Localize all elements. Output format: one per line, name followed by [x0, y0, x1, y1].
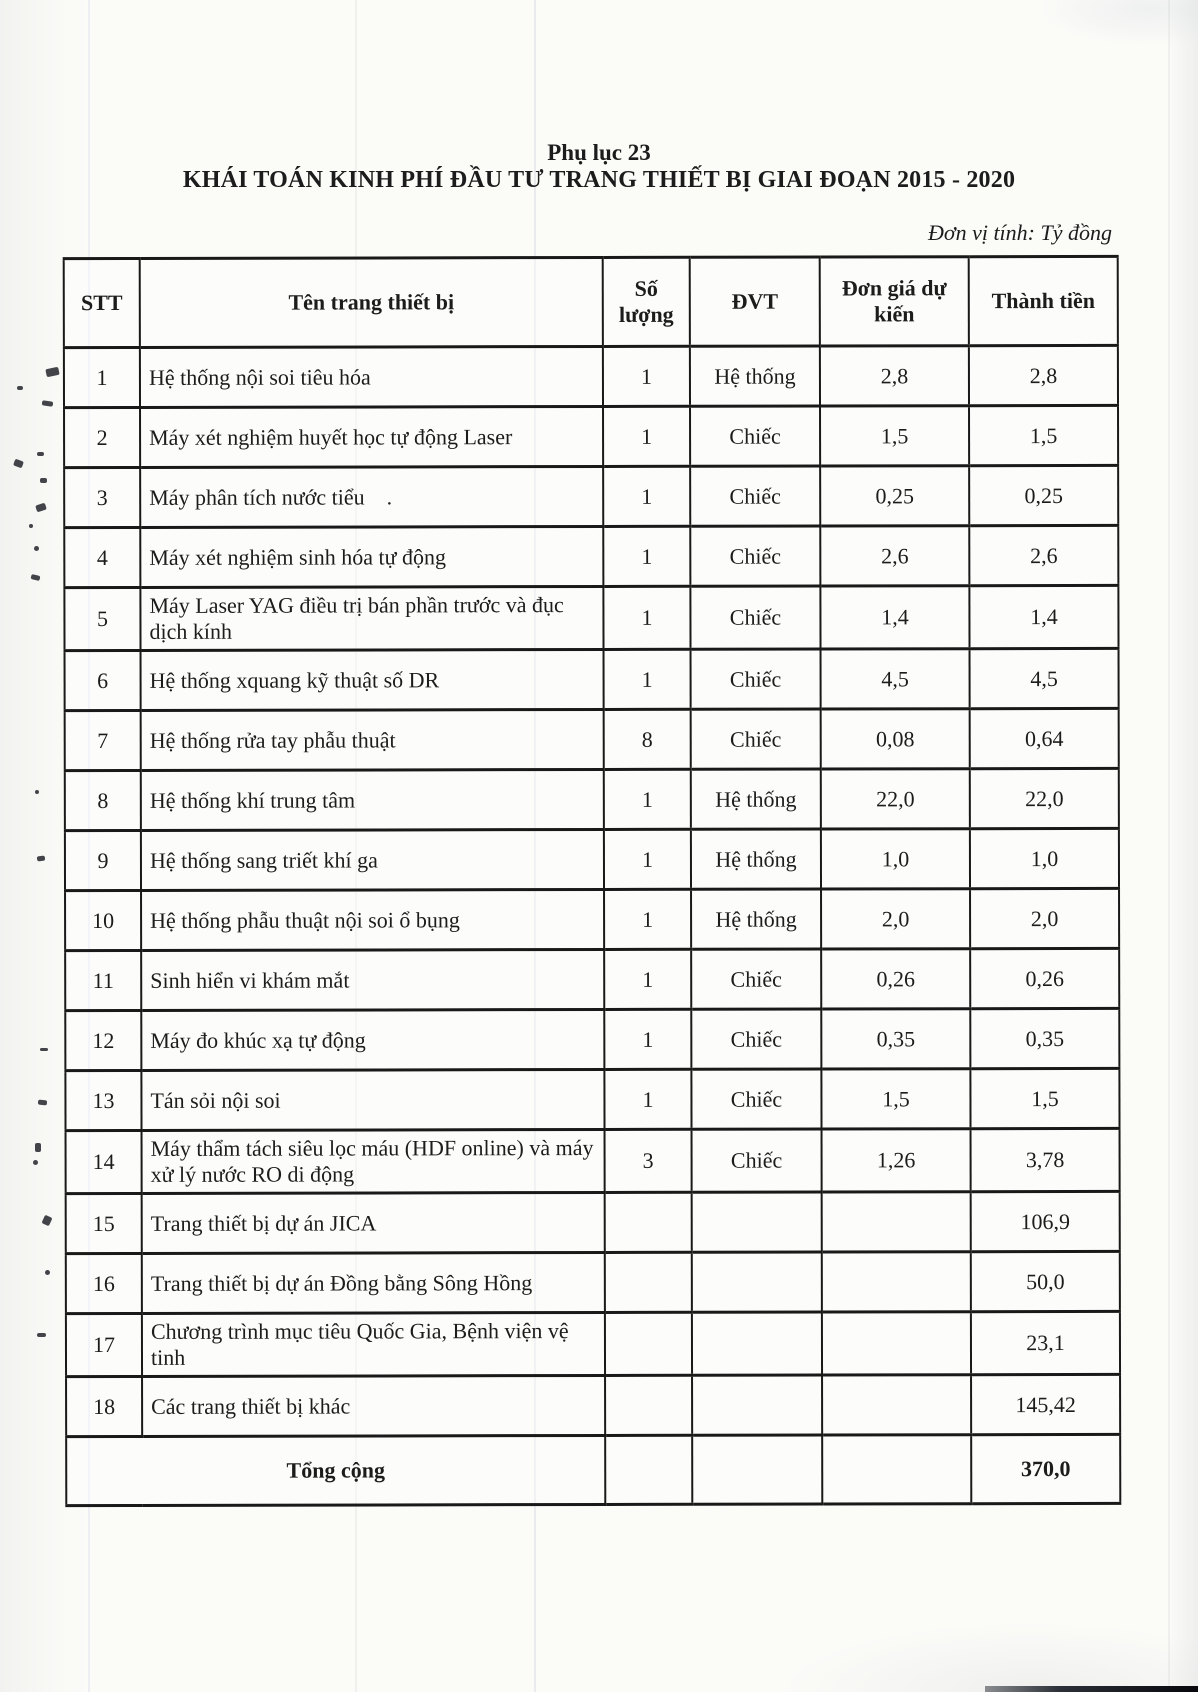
table-row [65, 1008, 1119, 1070]
cell-quantity: 1 [604, 949, 691, 1009]
table-row [65, 648, 1119, 710]
table-row [65, 768, 1119, 830]
cell-stt: 12 [65, 1010, 141, 1070]
table-header [64, 256, 1118, 347]
cell-stt: 17 [66, 1313, 142, 1376]
cell-quantity: 8 [604, 709, 691, 769]
equipment-table [63, 255, 1122, 1507]
cell-quantity: 1 [603, 526, 690, 586]
cell-name: Sinh hiển vi khám mắt [141, 949, 604, 1010]
cell-stt: 6 [65, 650, 141, 710]
cell-unit-price: 0,26 [821, 949, 970, 1009]
cell-stt: 13 [65, 1070, 141, 1130]
cell-stt: 2 [64, 407, 140, 467]
table-row [66, 1191, 1120, 1253]
cell-stt: 15 [66, 1193, 142, 1253]
cell-unit-price [822, 1252, 971, 1312]
cell-quantity: 1 [603, 466, 690, 526]
cell-unit: Chiếc [691, 709, 821, 769]
cell-quantity [605, 1375, 692, 1435]
cell-unit-price: 1,5 [821, 1069, 970, 1129]
cell-quantity: 1 [603, 586, 690, 649]
cell-name: Máy xét nghiệm sinh hóa tự động [140, 526, 603, 587]
cell-quantity: 1 [604, 1009, 691, 1069]
table-row [64, 525, 1118, 587]
cell-unit: Chiếc [690, 406, 820, 466]
cell-quantity: 1 [604, 829, 691, 889]
cell-name: Máy thẩm tách siêu lọc máu (HDF online) và máy xử lý nước RO di động [142, 1129, 605, 1193]
cell-stt: 16 [66, 1253, 142, 1313]
cell-quantity [605, 1192, 692, 1252]
header-name: Tên trang thiết bị [140, 257, 603, 347]
table-row [64, 405, 1118, 467]
page-title: KHÁI TOÁN KINH PHÍ ĐẦU TƯ TRANG THIẾT BỊ GIAI ĐOẠN 2015 - 2020 [182, 167, 1016, 193]
cell-stt: 8 [65, 770, 141, 830]
unit-note: Đơn vị tính: Tỷ đồng [927, 220, 1112, 245]
cell-name: Tán sỏi nội soi [141, 1069, 604, 1130]
cell-name: Máy Laser YAG điều trị bán phần trước và đục dịch kính [140, 586, 603, 650]
cell-total: 2,6 [969, 525, 1118, 585]
table-row [66, 1311, 1120, 1376]
header-total: Thành tiền [969, 256, 1118, 345]
cell-unit-price: 2,0 [821, 889, 970, 949]
cell-unit-price [822, 1312, 971, 1375]
cell-stt: 1 [64, 347, 140, 407]
scan-blotch [1038, 0, 1198, 46]
total-unit-price [822, 1435, 971, 1504]
table-row [65, 948, 1119, 1010]
cell-total: 0,64 [970, 708, 1119, 768]
total-row [66, 1434, 1120, 1505]
cell-stt: 5 [64, 587, 140, 650]
cell-unit-price: 1,5 [820, 406, 969, 466]
cell-unit: Chiếc [690, 466, 820, 526]
cell-stt: 7 [65, 710, 141, 770]
cell-quantity: 1 [604, 649, 691, 709]
cell-name: Các trang thiết bị khác [142, 1375, 605, 1436]
cell-stt: 10 [65, 890, 141, 950]
cell-stt: 4 [64, 527, 140, 587]
cell-total: 1,0 [970, 828, 1119, 888]
cell-unit: Chiếc [690, 586, 820, 649]
cell-total: 2,8 [969, 345, 1118, 405]
cell-total: 1,5 [969, 405, 1118, 465]
cell-total: 2,0 [970, 888, 1119, 948]
cell-unit: Chiếc [691, 649, 821, 709]
header-quantity: Số lượng [603, 257, 690, 346]
cell-quantity: 3 [605, 1129, 692, 1192]
cell-name: Hệ thống nội soi tiêu hóa [140, 346, 603, 407]
cell-unit [692, 1312, 822, 1375]
scan-streak [1168, 0, 1170, 1692]
cell-unit-price: 4,5 [821, 649, 970, 709]
total-label: Tổng cộng [66, 1435, 605, 1505]
cell-unit [692, 1192, 822, 1252]
cell-name: Trang thiết bị dự án JICA [142, 1192, 605, 1253]
cell-total: 0,26 [970, 948, 1119, 1008]
table-body [64, 345, 1120, 1436]
cell-unit-price: 0,35 [821, 1009, 970, 1069]
table-row [64, 345, 1118, 407]
cell-name: Chương trình mục tiêu Quốc Gia, Bệnh viện vệ tinh [142, 1312, 605, 1376]
cell-stt: 11 [65, 950, 141, 1010]
cell-unit [692, 1375, 822, 1435]
cell-total: 3,78 [971, 1128, 1120, 1191]
cell-unit-price: 2,6 [820, 526, 969, 586]
table-row [65, 828, 1119, 890]
cell-unit-price: 0,08 [821, 709, 970, 769]
cell-unit: Hệ thống [691, 769, 821, 829]
cell-unit: Hệ thống [691, 829, 821, 889]
cell-total: 4,5 [970, 648, 1119, 708]
table-row [65, 708, 1119, 770]
table-row [64, 585, 1118, 650]
table-row [65, 888, 1119, 950]
total-amount: 370,0 [971, 1434, 1120, 1503]
total-unit [692, 1435, 822, 1504]
cell-quantity [605, 1252, 692, 1312]
appendix-label: Phụ lục 23 [547, 140, 651, 165]
cell-unit: Chiếc [692, 1129, 822, 1192]
cell-unit-price: 1,4 [820, 586, 969, 649]
cell-quantity: 1 [604, 769, 691, 829]
table-row [66, 1374, 1120, 1436]
title-block [0, 140, 1198, 194]
cell-unit: Hệ thống [691, 889, 821, 949]
cell-name: Trang thiết bị dự án Đồng bằng Sông Hồng [142, 1252, 605, 1313]
cell-quantity: 1 [603, 346, 690, 406]
cell-unit-price [822, 1192, 971, 1252]
cell-name: Máy phân tích nước tiểu . [140, 466, 603, 527]
cell-unit: Chiếc [691, 949, 821, 1009]
table-row [65, 1068, 1119, 1130]
total-quantity [605, 1435, 692, 1504]
cell-unit-price: 2,8 [820, 346, 969, 406]
scan-blotch [778, 1622, 1198, 1692]
cell-quantity: 1 [604, 889, 691, 949]
cell-name: Hệ thống khí trung tâm [141, 769, 604, 830]
table-row [66, 1128, 1120, 1193]
cell-total: 0,35 [970, 1008, 1119, 1068]
cell-stt: 3 [64, 467, 140, 527]
cell-unit: Chiếc [691, 1069, 821, 1129]
cell-name: Hệ thống sang triết khí ga [141, 829, 604, 890]
cell-unit-price: 22,0 [821, 769, 970, 829]
cell-unit: Hệ thống [690, 346, 820, 406]
cell-name: Hệ thống phẫu thuật nội soi ổ bụng [141, 889, 604, 950]
header-unit: ĐVT [690, 257, 820, 346]
table-row [64, 465, 1118, 527]
cell-unit-price [822, 1375, 971, 1435]
cell-total: 50,0 [971, 1251, 1120, 1311]
cell-total: 1,4 [969, 585, 1118, 648]
cell-quantity: 1 [603, 406, 690, 466]
cell-name: Máy đo khúc xạ tự động [141, 1009, 604, 1070]
cell-total: 22,0 [970, 768, 1119, 828]
cell-unit: Chiếc [691, 1009, 821, 1069]
cell-total: 106,9 [971, 1191, 1120, 1251]
table-row [66, 1251, 1120, 1313]
cell-stt: 18 [66, 1376, 142, 1436]
cell-total: 145,42 [971, 1374, 1120, 1434]
cell-name: Hệ thống rửa tay phẫu thuật [141, 709, 604, 770]
cell-unit [692, 1252, 822, 1312]
scan-edge-bar [985, 1686, 1198, 1692]
cell-total: 23,1 [971, 1311, 1120, 1374]
cell-name: Hệ thống xquang kỹ thuật số DR [141, 649, 604, 710]
header-stt: STT [64, 258, 140, 347]
cell-unit-price: 1,26 [822, 1129, 971, 1192]
cell-total: 1,5 [970, 1068, 1119, 1128]
table-footer [66, 1434, 1120, 1505]
cell-unit-price: 1,0 [821, 829, 970, 889]
cell-unit: Chiếc [690, 526, 820, 586]
cell-stt: 14 [66, 1130, 142, 1193]
header-unit-price: Đơn giá dự kiến [820, 257, 969, 346]
cell-quantity: 1 [604, 1069, 691, 1129]
cell-total: 0,25 [969, 465, 1118, 525]
cell-quantity [605, 1312, 692, 1375]
cell-name: Máy xét nghiệm huyết học tự động Laser [140, 406, 603, 467]
cell-stt: 9 [65, 830, 141, 890]
cell-unit-price: 0,25 [820, 466, 969, 526]
